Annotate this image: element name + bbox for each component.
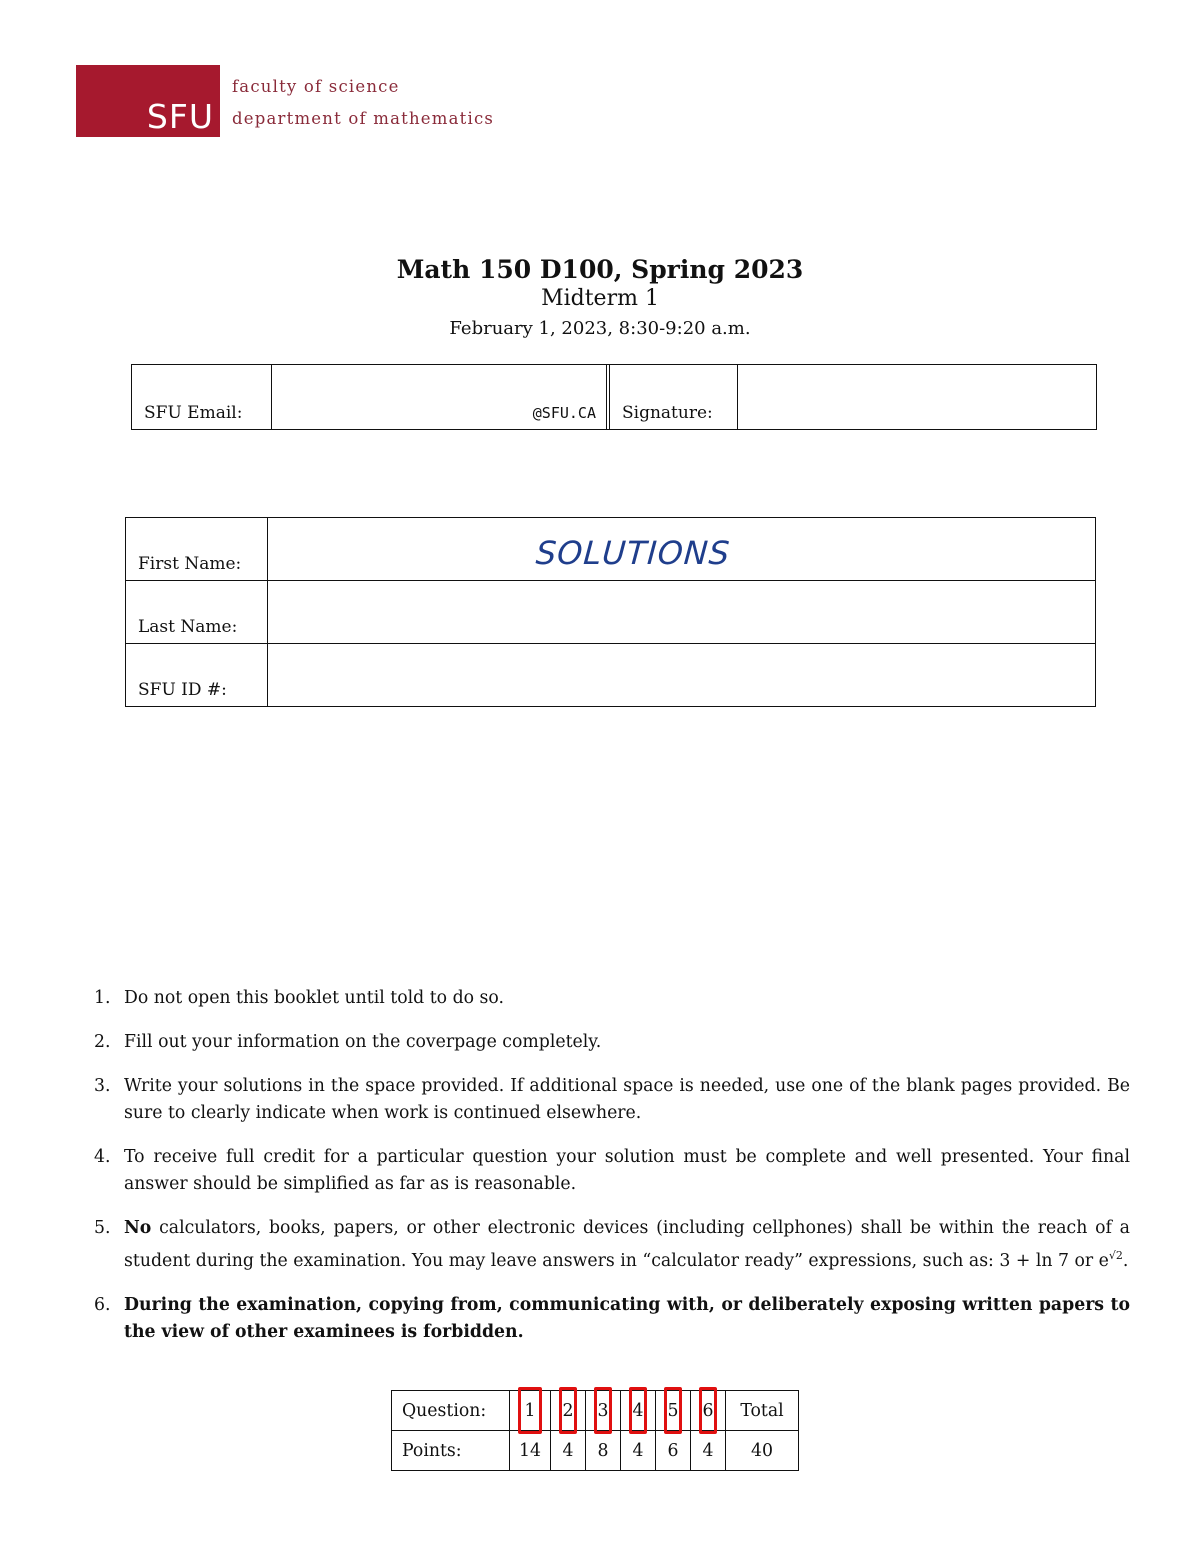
instruction-bold-lead: No — [124, 1218, 152, 1238]
sfu-logo-box — [76, 65, 220, 137]
question-cell — [656, 1391, 691, 1431]
instructions-list — [94, 985, 1130, 1363]
highlight-box — [559, 1387, 577, 1434]
logo-text — [232, 71, 494, 135]
instruction-text: Write your solutions in the space provided. If additional space is needed, use one of the blank pages provided. Be sure to clearly indicate when work is continued elsewhere. — [124, 1076, 1130, 1123]
instruction-number: 6. — [94, 1294, 111, 1315]
exam-date: February 1, 2023, 8:30-9:20 a.m. — [449, 318, 751, 339]
student-info-table — [125, 517, 1096, 707]
instruction-number: 3. — [94, 1076, 111, 1096]
last-name-field[interactable] — [268, 581, 1096, 644]
question-number: 1 — [524, 1400, 536, 1421]
question-number: 2 — [562, 1400, 574, 1421]
points-label: Points: — [392, 1431, 510, 1471]
total-points: 40 — [726, 1431, 799, 1471]
points-value: 4 — [551, 1431, 586, 1471]
email-field[interactable] — [272, 365, 610, 429]
logo-faculty: faculty of science — [232, 77, 400, 96]
first-name-handwritten: SOLUTIONS — [534, 534, 732, 572]
highlight-box — [699, 1387, 717, 1434]
instruction-item — [94, 1292, 1130, 1346]
instruction-number: 4. — [94, 1147, 111, 1167]
instruction-tail: . — [1122, 1250, 1129, 1271]
points-row — [392, 1431, 799, 1471]
first-name-label: First Name: — [126, 518, 268, 581]
points-value: 4 — [691, 1431, 726, 1471]
highlight-box — [664, 1387, 682, 1434]
question-cell — [586, 1391, 621, 1431]
question-label: Question: — [392, 1391, 510, 1431]
sfu-logo-mark: SFU — [146, 97, 214, 136]
instruction-number: 2. — [94, 1032, 111, 1052]
exam-title: Midterm 1 — [541, 286, 659, 311]
question-number: 4 — [632, 1400, 644, 1421]
first-name-row — [126, 518, 1096, 581]
instruction-item — [94, 1215, 1130, 1275]
signature-label-cell — [610, 365, 738, 429]
highlight-box — [629, 1387, 647, 1434]
logo-department: department of mathematics — [232, 109, 495, 128]
instruction-number: 5. — [94, 1218, 111, 1238]
highlight-box — [518, 1387, 542, 1434]
instruction-item — [94, 985, 1130, 1012]
instruction-item — [94, 1144, 1130, 1198]
exam-header — [0, 255, 1200, 343]
sfu-id-label: SFU ID #: — [126, 644, 268, 707]
sfu-logo — [76, 65, 494, 137]
instruction-item — [94, 1073, 1130, 1127]
question-cell — [691, 1391, 726, 1431]
question-number: 5 — [667, 1400, 679, 1421]
points-value: 14 — [510, 1431, 551, 1471]
points-value: 4 — [621, 1431, 656, 1471]
points-table — [391, 1390, 799, 1471]
instruction-text: calculators, books, papers, or other electronic devices (including cellphones) shall be within the reach of a student during the examination. You may leave answers in “calculator ready” expressions, such as: 3 + ln 7 or e — [124, 1218, 1130, 1271]
question-number: 6 — [702, 1400, 714, 1421]
total-label: Total — [726, 1391, 799, 1431]
instruction-item — [94, 1029, 1130, 1056]
email-label: SFU Email: — [144, 403, 243, 423]
question-row — [392, 1391, 799, 1431]
email-label-cell — [132, 365, 272, 429]
sfu-id-row — [126, 644, 1096, 707]
sfu-id-field[interactable] — [268, 644, 1096, 707]
points-value: 6 — [656, 1431, 691, 1471]
question-cell — [551, 1391, 586, 1431]
instruction-text: To receive full credit for a particular question your solution must be complete and well presented. Your final answer should be simplified as far as is reasonable. — [124, 1147, 1130, 1194]
instruction-text: Do not open this booklet until told to do so. — [124, 988, 504, 1008]
instruction-superscript: √2 — [1108, 1249, 1123, 1262]
email-signature-row — [131, 364, 1097, 430]
signature-label: Signature: — [622, 403, 713, 423]
question-cell — [510, 1391, 551, 1431]
question-number: 3 — [597, 1400, 609, 1421]
last-name-label: Last Name: — [126, 581, 268, 644]
signature-field[interactable] — [738, 365, 1096, 429]
instruction-text: Fill out your information on the coverpage completely. — [124, 1032, 602, 1052]
last-name-row — [126, 581, 1096, 644]
question-cell — [621, 1391, 656, 1431]
highlight-box — [594, 1387, 612, 1434]
instruction-text: During the examination, copying from, communicating with, or deliberately exposing written papers to the view of other examinees is forbidden. — [124, 1294, 1130, 1342]
email-suffix: @SFU.CA — [532, 404, 596, 422]
course-title: Math 150 D100, Spring 2023 — [396, 255, 804, 284]
instruction-number: 1. — [94, 988, 111, 1008]
points-value: 8 — [586, 1431, 621, 1471]
first-name-field[interactable] — [268, 518, 1096, 581]
